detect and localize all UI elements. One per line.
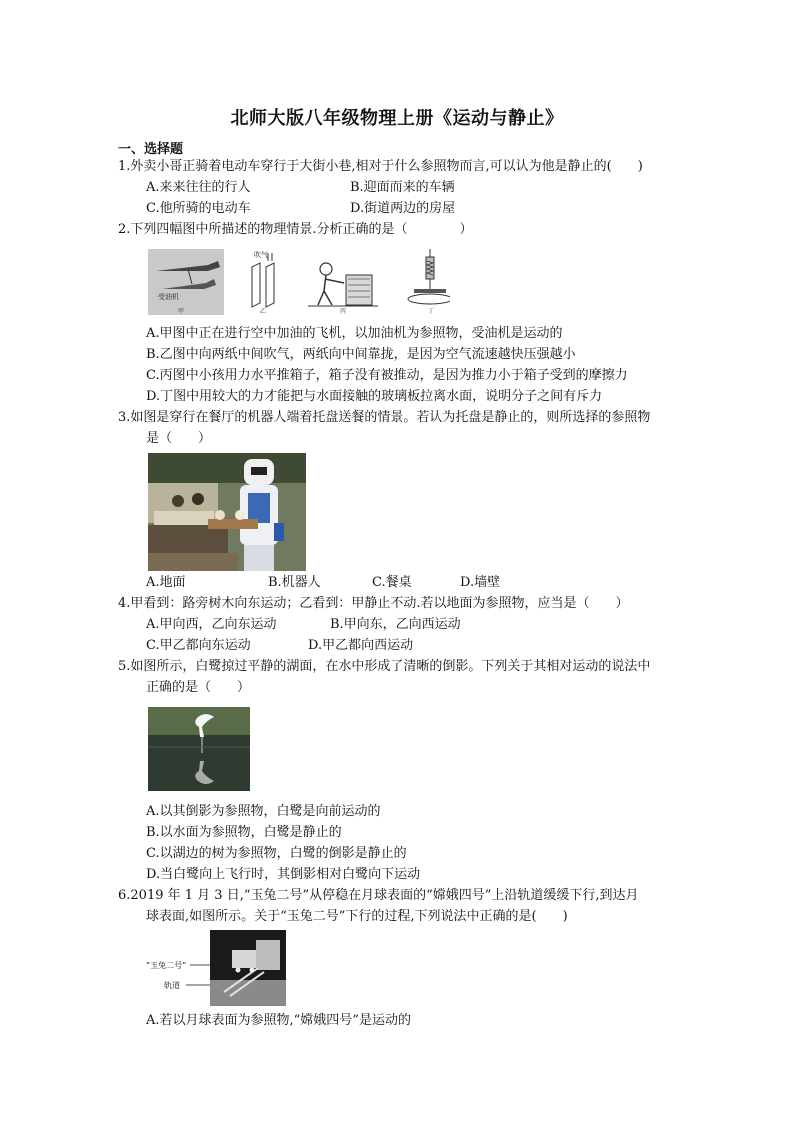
question-3-stem-continued: 是（ ） (146, 431, 212, 446)
question-1-option-d: D.街道两边的房屋 (350, 201, 456, 216)
question-2-option-b: B.乙图中向两纸中间吹气，两纸向中间靠拢，是因为空气流速越快压强越小 (146, 347, 576, 362)
paper-left-icon (252, 263, 260, 307)
glass-plate-icon (414, 289, 446, 293)
question-6-option-a: A.若以月球表面为参照物,“嫦娥四号”是运动的 (146, 1013, 411, 1028)
question-2-stem: 2.下列四幅图中所描述的物理情景.分析正确的是（ ） (118, 222, 473, 237)
question-6-stem: 6.2019 年 1 月 3 日,“玉兔二号”从停稳在月球表面的“嫦娥四号”上沿轨道缓缓下行,到达月 (118, 888, 639, 903)
child-head-icon (320, 263, 332, 275)
question-2-option-d: D.丁图中用较大的力才能把与水面接触的玻璃板拉离水面，说明分子之间有斥力 (146, 389, 603, 404)
figure-jia-label: 受油机 (158, 293, 179, 301)
question-2-option-c: C.丙图中小孩用力水平推箱子，箱子没有被推动，是因为推力小于箱子受到的摩擦力 (146, 368, 628, 383)
figure-yi-label: 吹气 (254, 251, 268, 259)
question-6-figure (146, 930, 286, 1006)
question-3-option-a: A.地面 (146, 575, 186, 590)
question-3-option-c: C.餐桌 (372, 575, 412, 590)
figure-rover-label: “玉兔二号” (146, 961, 187, 970)
question-2-option-a: A.甲图中正在进行空中加油的飞机，以加油机为参照物，受油机是运动的 (146, 326, 563, 341)
question-4-option-b: B.甲向东，乙向西运动 (330, 617, 461, 632)
question-5-option-d: D.当白鹭向上飞行时，其倒影相对白鹭向下运动 (146, 867, 421, 882)
question-3-option-d: D.墙壁 (460, 575, 501, 590)
rover-icon (232, 950, 258, 968)
dining-table-icon (154, 511, 214, 525)
figure-ding-caption: 丁 (428, 308, 435, 315)
question-1-stem: 1.外卖小哥正骑着电动车穿行于大街小巷,相对于什么参照物而言,可以认为他是静止的( ) (118, 159, 643, 174)
question-4-option-a: A.甲向西，乙向东运动 (146, 617, 277, 632)
question-5-option-b: B.以水面为参照物，白鹭是静止的 (146, 825, 342, 840)
question-4-option-c: C.甲乙都向东运动 (146, 638, 251, 653)
question-2-figure (148, 249, 450, 315)
question-5-option-c: C.以湖边的树为参照物，白鹭的倒影是静止的 (146, 846, 407, 861)
section-heading: 一、选择题 (118, 142, 184, 157)
question-3-option-b: B.机器人 (268, 575, 321, 590)
question-1-option-b: B.迎面而来的车辆 (350, 180, 455, 195)
question-1-option-a: A.来来往往的行人 (146, 180, 251, 195)
figure-yi-caption: 乙 (260, 308, 267, 315)
figure-jia-caption: 甲 (178, 308, 185, 315)
water-dish-icon (408, 294, 450, 304)
tray-icon (208, 519, 258, 529)
question-3-stem: 3.如图是穿行在餐厅的机器人端着托盘送餐的情景。若认为托盘是静止的，则所选择的参照物 (118, 410, 651, 425)
figure-bing-caption: 丙 (340, 308, 347, 315)
lander-icon (256, 940, 280, 970)
paper-right-icon (266, 263, 274, 307)
question-5-stem: 5.如图所示，白鹭掠过平静的湖面，在水中形成了清晰的倒影。下列关于其相对运动的说法中 (118, 659, 651, 674)
question-3-figure (148, 453, 306, 571)
question-6-stem-continued: 球表面,如图所示。关于“玉兔二号”下行的过程,下列说法中正确的是( ) (146, 909, 568, 924)
question-4-stem: 4.甲看到：路旁树木向东运动；乙看到：甲静止不动.若以地面为参照物，应当是（ ） (118, 596, 629, 611)
question-4-option-d: D.甲乙都向西运动 (308, 638, 414, 653)
question-5-option-a: A.以其倒影为参照物，白鹭是向前运动的 (146, 804, 381, 819)
child-body-icon (318, 275, 344, 305)
question-5-figure (148, 707, 250, 791)
question-5-stem-continued: 正确的是（ ） (146, 680, 251, 695)
document-title: 北师大版八年级物理上册《运动与静止》 (230, 108, 564, 129)
figure-rail-label: 轨道 (164, 981, 180, 990)
question-1-option-c: C.他所骑的电动车 (146, 201, 251, 216)
